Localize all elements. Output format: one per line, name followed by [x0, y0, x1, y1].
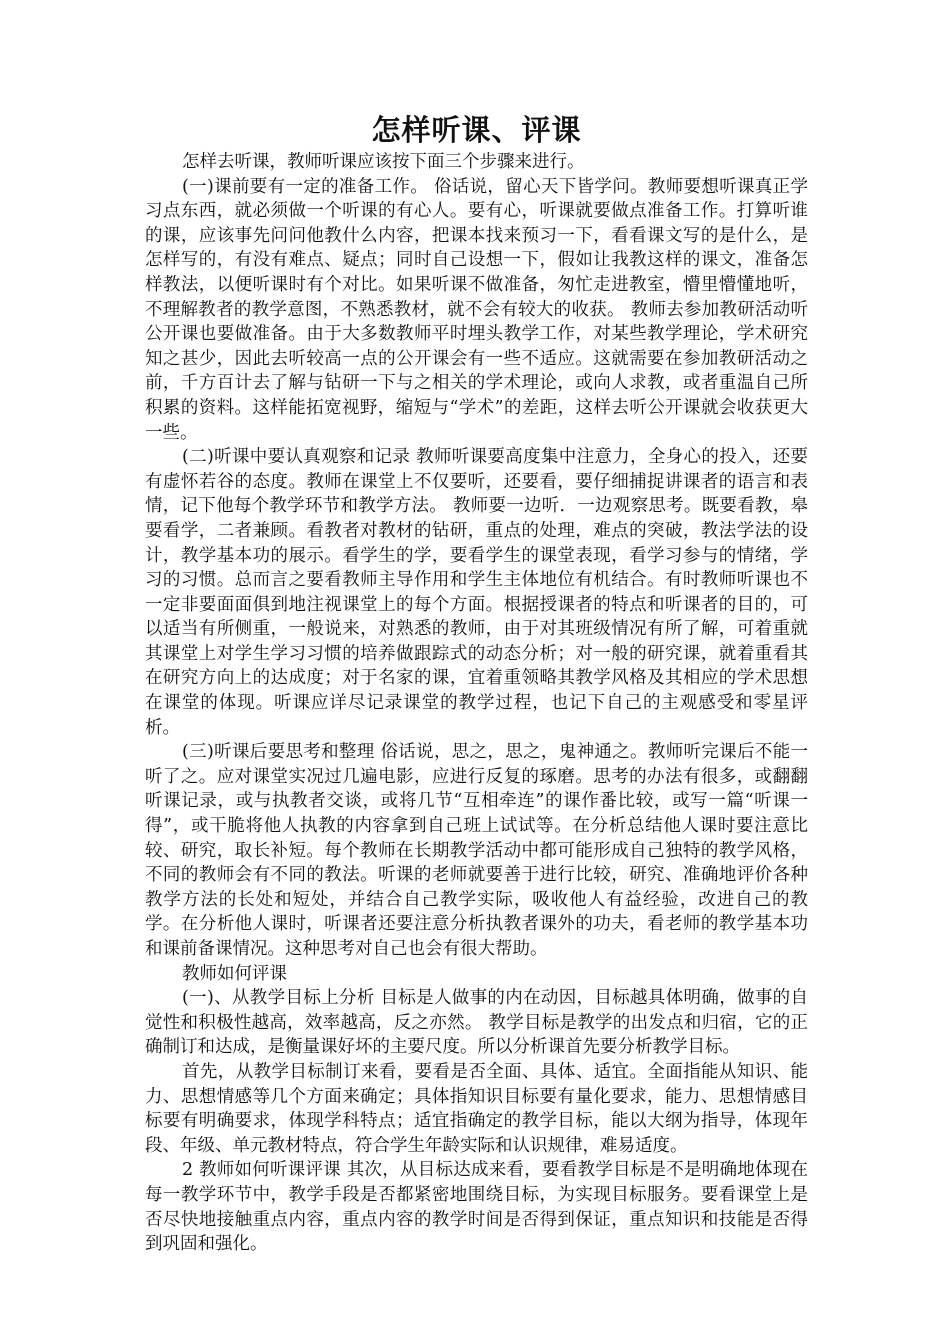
paragraph-goal-achievement: 2 教师如何听课评课 其次，从目标达成来看，要看教学目标是不是明确地体现在每一教学环节中，教学手段是否都紧密地围绕目标，为实现目标服务。要看课堂上是否尽快地接触重点内容，重点内容的教学时间是否得到保证，重点知识和技能是否得到巩固和强化。 [145, 1160, 808, 1255]
intro-paragraph: 怎样去听课，教师听课应该按下面三个步骤来进行。 [182, 152, 585, 172]
paragraph-during-class: (二)听课中要认真观察和记录 教师听课要高度集中注意力，全身心的投入，还要有虚怀若谷的态度。教师在课堂上不仅要听，还要看，要仔细捕捉讲课者的语言和表情，记下他每个教学环节和教学方法。 教师要一边听．一边观察思考。既要看教，皋要看学，二者兼顾。看教者对教材的钻研，重点的处理，难点的突破，教法学法的设计，教学基本功的展示。看学生的学，要看学生的课堂表现，看学习参与的情绪，学习的习惯。总而言之要看教师主导作用和学生主体地位有机结合。有时教师听课也不一定非要面面俱到地注视课堂上的每个方面。根据授课者的特点和听课者的目的，可以适当有所侧重，一般说来，对熟悉的教师，由于对其班级情况有所了解，可着重就其课堂上对学生学习习惯的培养做跟踪式的动态分析；对一般的研究课，就着重看其在研究方向上的达成度；对于名家的课，宜着重领略其教学风格及其相应的学术思想在课堂的体现。听课应详尽记录课堂的教学过程，也记下自己的主观感受和零星评析。 [145, 447, 808, 738]
paragraph-teaching-goals: (一)、从教学目标上分析 目标是人做事的内在动因，目标越具体明确，做事的自觉性和积极性越高，效率越高，反之亦然。 教学目标是教学的出发点和归宿，它的正确制订和达成，是衡量课好坏的主要尺度。所以分析课首先要分析教学目标。 [145, 988, 808, 1058]
section-heading-evaluate: 教师如何评课 [182, 963, 287, 984]
paragraph-goal-setting: 首先，从教学目标制订来看，要看是否全面、具体、适宜。全面指能从知识、能力、思想情感等几个方面来确定；具体指知识目标要有量化要求，能力、思想情感目标要有明确要求，体现学科特点；适宜指确定的教学目标，能以大纲为指导，体现年段、年级、单元教材特点，符合学生年龄实际和认识规律，难易适度。 [145, 1061, 808, 1156]
paragraph-before-class: (一)课前要有一定的准备工作。 俗话说，留心天下皆学问。教师要想听课真正学习点东西，就必须做一个听课的有心人。要有心，听课就要做点准备工作。打算听谁的课，应该事先问问他教什么内容，把课本找来预习一下，看看课文写的是什么，是怎样写的，有没有难点、疑点；同时自己设想一下，假如让我教这样的课文，准备怎样教法，以便听课时有个对比。如果听课不做准备，匆忙走进教室，懵里懵懂地听，不理解教者的教学意图，不熟悉教材，就不会有较大的收获。 教师去参加教研活动听公开课也要做准备。由于大多数教师平时埋头教学工作，对某些教学理论，学术研究知之甚少，因此去听较高一点的公开课会有一些不适应。这就需要在参加教研活动之前，千方百计去了解与钻研一下与之相关的学术理论，或向人求教，或者重温自己所积累的资料。这样能拓宽视野，缩短与“学术”的差距，这样去听公开课就会收获更大一些。 [145, 176, 808, 443]
document-page [145, 110, 808, 1257]
document-title: 怎样听课、评课 [371, 113, 582, 147]
paragraph-after-class: (三)听课后要思考和整理 俗话说，思之，思之，鬼神通之。教师听完课后不能一听了之。应对课堂实况过几遍电影，应进行反复的琢磨。思考的办法有很多，或翻翻听课记录，或与执教者交谈，或将几节“互相牵连”的课作番比较，或写一篇“听课一得”，或干脆将他人执教的内容拿到自己班上试试等。在分析总结他人课时要注意比较、研究，取长补短。每个教师在长期教学活动中都可能形成自己独特的教学风格，不同的教师会有不同的教法。听课的老师就要善于进行比较，研究、准确地评价各种教学方法的长处和短处，并结合自己教学实际，吸收他人有益经验，改进自己的教学。在分析他人课时，听课者还要注意分析执教者课外的功夫，看老师的教学基本功和课前备课情况。这种思考对自己也会有很大帮助。 [145, 742, 808, 959]
